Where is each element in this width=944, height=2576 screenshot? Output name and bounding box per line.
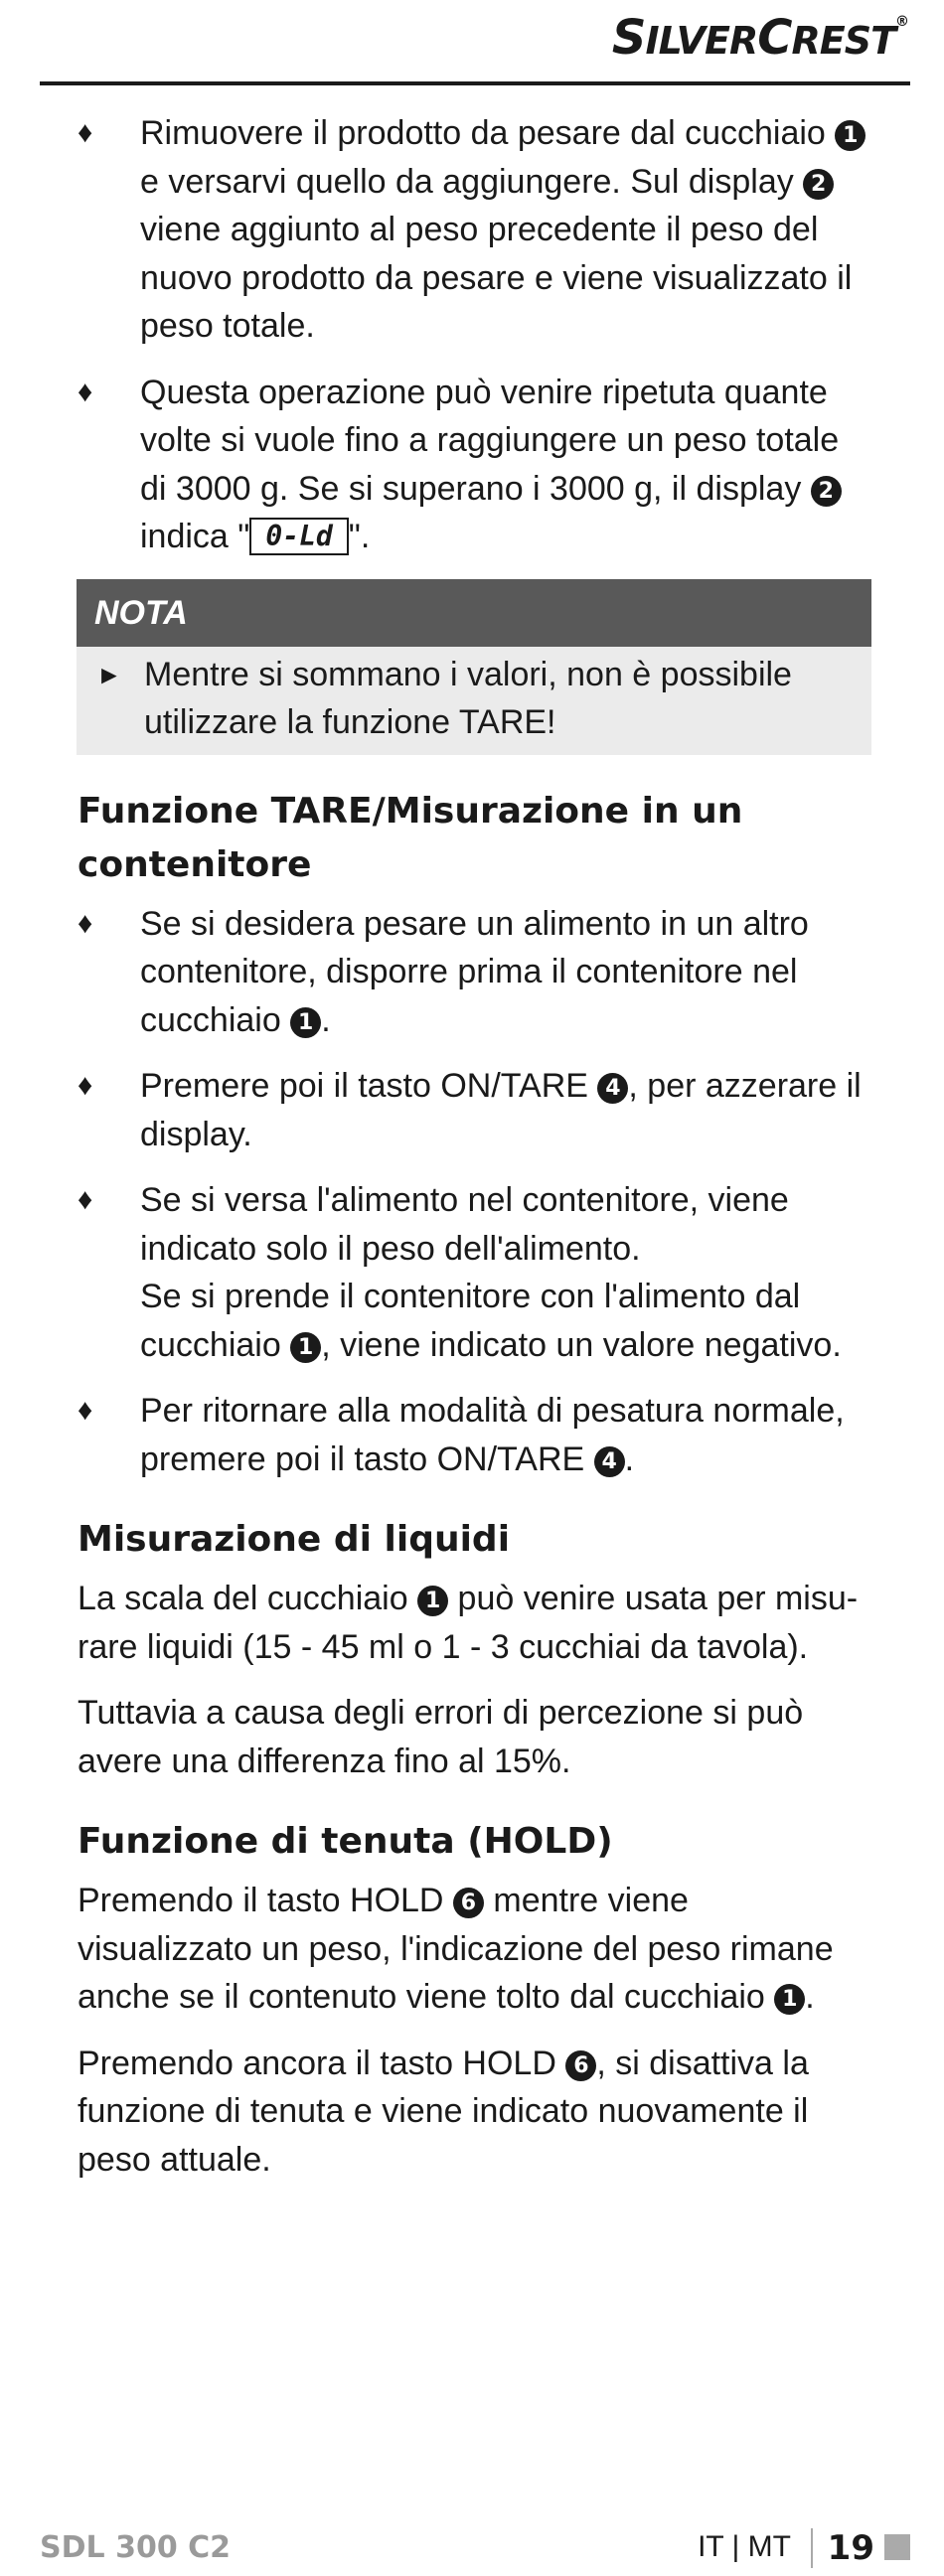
note-body: ► Mentre si sommano i valori, non è possibile utilizzare la funzione TARE! [77, 647, 871, 755]
page-marker-square [884, 2534, 910, 2560]
section-heading-liquids: Misurazione di liquidi [78, 1519, 511, 1560]
note-box [77, 579, 871, 755]
section-heading-tare: Funzione TARE/Misurazione in un contenitore [78, 790, 743, 885]
bullet-item: ♦ Per ritornare alla modalità di pesatura normale, premere poi il tasto ON/TARE 4 . [78, 1387, 872, 1483]
bullet-diamond-icon: ♦ [78, 906, 93, 940]
bullet-item: ♦ Premere poi il tasto ON/TARE 4 , per azzerare il display. [78, 1062, 872, 1158]
bullet-item: ♦ Rimuovere il prodotto da pesare dal cucchiaio 1 e versarvi quello da aggiungere. Sul display 2 viene aggiunto al peso precedente il peso del nuovo prodotto da pesare e viene visualizzato il peso totale. [78, 109, 872, 351]
page-number: 19 [827, 2528, 874, 2568]
page-content [78, 109, 872, 2201]
ref-number: 2 [803, 169, 834, 200]
note-title: NOTA [77, 579, 871, 647]
bullet-diamond-icon: ♦ [78, 1183, 93, 1216]
header-rule [40, 81, 910, 85]
ref-number: 6 [453, 1888, 484, 1918]
footer-divider [811, 2528, 813, 2568]
ref-number: 1 [774, 1984, 805, 2015]
bullet-diamond-icon: ♦ [78, 1394, 93, 1427]
bullet-item: ♦ Se si desidera pesare un alimento in un altro contenitore, disporre prima il contenitore nel cucchiaio 1 . [78, 900, 872, 1045]
arrow-right-icon: ► [96, 659, 122, 689]
bullet-item: ♦ Se si versa l'alimento nel contenitore, viene indicato solo il peso dell'alimento. Se si prende il contenitore con l'alimento dal cucchiaio 1 , viene indicato un valore negativo. [78, 1176, 872, 1369]
ref-number: 1 [417, 1586, 448, 1616]
ref-number: 4 [597, 1073, 628, 1104]
paragraph: La scala del cucchiaio 1 può venire usata per misu-rare liquidi (15 - 45 ml o 1 - 3 cucchiai da tavola). [78, 1580, 859, 1666]
ref-number: 6 [565, 2050, 596, 2081]
bullet-item: ♦ Questa operazione può venire ripetuta quante volte si vuole fino a raggiungere un peso totale di 3000 g. Se si superano i 3000 g, il display 2 indica " 0-Ld ". [78, 369, 872, 561]
lcd-overload-display: 0-Ld [249, 518, 348, 555]
section-heading-hold: Funzione di tenuta (HOLD) [78, 1821, 613, 1862]
paragraph: Tuttavia a causa degli errori di percezione si può avere una differenza fino al 15%. [78, 1694, 804, 1780]
paragraph: Premendo ancora il tasto HOLD 6 , si disattiva la funzione di tenuta e viene indicato nuovamente il peso attuale. [78, 2044, 809, 2179]
ref-number: 4 [594, 1446, 625, 1477]
paragraph: Premendo il tasto HOLD 6 mentre viene visualizzato un peso, l'indicazione del peso rimane anche se il contenuto viene tolto dal cucchiaio 1 . [78, 1882, 834, 2016]
language-codes: IT | MT [698, 2530, 791, 2563]
model-number: SDL 300 C2 [40, 2530, 232, 2565]
bullet-diamond-icon: ♦ [78, 375, 93, 408]
page-footer [40, 2528, 910, 2572]
brand-logo: SILVERCREST® [611, 10, 908, 66]
ref-number: 1 [835, 120, 865, 151]
bullet-diamond-icon: ♦ [78, 116, 93, 149]
bullet-diamond-icon: ♦ [78, 1069, 93, 1102]
ref-number: 2 [811, 476, 842, 507]
ref-number: 1 [290, 1007, 321, 1038]
ref-number: 1 [290, 1332, 321, 1363]
